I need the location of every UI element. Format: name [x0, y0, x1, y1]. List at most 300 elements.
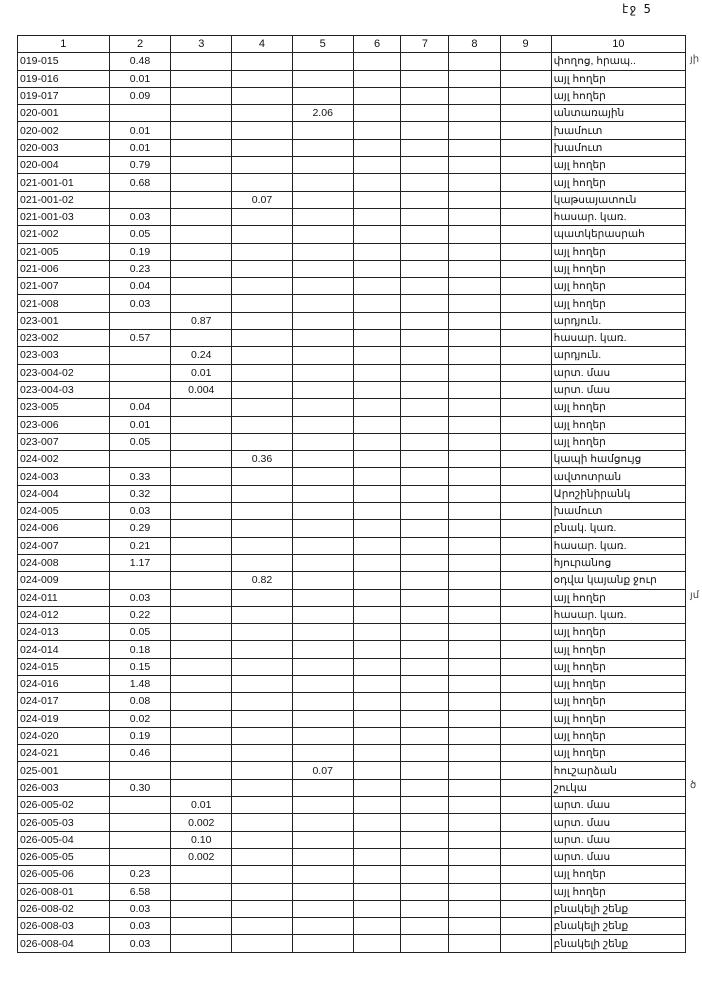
table-row	[18, 900, 686, 917]
land-use-cell: հասար. կառ.	[551, 606, 685, 623]
parcel-code-cell: 023-001	[18, 312, 110, 329]
column-header: 3	[171, 36, 232, 53]
empty-col7-cell	[401, 330, 449, 347]
value-col3-cell	[171, 330, 232, 347]
value-col5-cell	[292, 520, 353, 537]
value-col4-cell	[232, 745, 293, 762]
parcel-code-cell: 025-001	[18, 762, 110, 779]
value-col4-cell	[232, 364, 293, 381]
empty-col7-cell	[401, 260, 449, 277]
value-col4-cell	[232, 866, 293, 883]
empty-col6-cell	[353, 295, 401, 312]
empty-col8-cell	[449, 693, 500, 710]
empty-col6-cell	[353, 174, 401, 191]
land-use-cell: այլ հողեր	[551, 295, 685, 312]
empty-col8-cell	[449, 762, 500, 779]
value-col3-cell	[171, 762, 232, 779]
land-use-cell: արտ. մաս	[551, 831, 685, 848]
land-use-cell: արտ. մաս	[551, 848, 685, 865]
value-col2-cell: 0.04	[109, 278, 171, 295]
empty-col9-cell	[500, 105, 551, 122]
land-use-cell: արտ. մաս	[551, 797, 685, 814]
value-col2-cell	[109, 364, 171, 381]
parcel-code-cell: 026-008-03	[18, 918, 110, 935]
value-col3-cell	[171, 416, 232, 433]
value-col2-cell: 0.18	[109, 641, 171, 658]
empty-col7-cell	[401, 693, 449, 710]
empty-col6-cell	[353, 433, 401, 450]
empty-col7-cell	[401, 433, 449, 450]
parcel-code-cell: 024-008	[18, 554, 110, 571]
value-col3-cell	[171, 727, 232, 744]
empty-col8-cell	[449, 53, 500, 70]
table-row	[18, 485, 686, 502]
empty-col8-cell	[449, 675, 500, 692]
parcel-code-cell: 026-003	[18, 779, 110, 796]
value-col2-cell: 0.33	[109, 468, 171, 485]
value-col3-cell	[171, 485, 232, 502]
value-col3-cell	[171, 278, 232, 295]
value-col2-cell: 0.03	[109, 295, 171, 312]
value-col2-cell: 6.58	[109, 883, 171, 900]
column-header: 6	[353, 36, 401, 53]
parcel-code-cell: 020-001	[18, 105, 110, 122]
empty-col9-cell	[500, 433, 551, 450]
empty-col6-cell	[353, 797, 401, 814]
margin-mark: յմ	[690, 590, 700, 601]
empty-col6-cell	[353, 814, 401, 831]
land-use-cell: հուշարձան	[551, 762, 685, 779]
value-col3-cell: 0.10	[171, 831, 232, 848]
empty-col9-cell	[500, 174, 551, 191]
empty-col7-cell	[401, 710, 449, 727]
value-col2-cell	[109, 797, 171, 814]
table-row	[18, 624, 686, 641]
value-col5-cell	[292, 641, 353, 658]
empty-col6-cell	[353, 87, 401, 104]
parcel-code-cell: 021-001-01	[18, 174, 110, 191]
table-row	[18, 122, 686, 139]
value-col4-cell	[232, 675, 293, 692]
value-col4-cell	[232, 226, 293, 243]
empty-col8-cell	[449, 226, 500, 243]
value-col4-cell	[232, 710, 293, 727]
empty-col6-cell	[353, 641, 401, 658]
empty-col7-cell	[401, 243, 449, 260]
land-use-cell: շուկա	[551, 779, 685, 796]
land-use-cell: այլ հողեր	[551, 433, 685, 450]
empty-col8-cell	[449, 624, 500, 641]
value-col5-cell	[292, 485, 353, 502]
value-col2-cell: 0.03	[109, 208, 171, 225]
value-col2-cell: 1.17	[109, 554, 171, 571]
empty-col6-cell	[353, 105, 401, 122]
value-col5-cell	[292, 468, 353, 485]
value-col5-cell	[292, 381, 353, 398]
parcel-code-cell: 023-003	[18, 347, 110, 364]
land-use-cell: խամուտ	[551, 503, 685, 520]
land-use-cell: հասար. կառ.	[551, 330, 685, 347]
empty-col8-cell	[449, 347, 500, 364]
column-header: 5	[292, 36, 353, 53]
land-use-cell: պատկերասրահ	[551, 226, 685, 243]
parcel-code-cell: 024-004	[18, 485, 110, 502]
empty-col6-cell	[353, 779, 401, 796]
empty-col7-cell	[401, 191, 449, 208]
land-use-cell: հյուրանոց	[551, 554, 685, 571]
empty-col7-cell	[401, 520, 449, 537]
value-col3-cell	[171, 70, 232, 87]
empty-col8-cell	[449, 797, 500, 814]
land-use-cell: խամուտ	[551, 139, 685, 156]
empty-col8-cell	[449, 468, 500, 485]
empty-col7-cell	[401, 745, 449, 762]
table-row	[18, 537, 686, 554]
value-col3-cell	[171, 433, 232, 450]
empty-col9-cell	[500, 848, 551, 865]
value-col4-cell	[232, 797, 293, 814]
value-col2-cell: 0.08	[109, 693, 171, 710]
land-use-cell: արտ. մաս	[551, 381, 685, 398]
table-row	[18, 866, 686, 883]
empty-col8-cell	[449, 105, 500, 122]
table-row	[18, 87, 686, 104]
empty-col8-cell	[449, 174, 500, 191]
value-col2-cell: 0.48	[109, 53, 171, 70]
empty-col9-cell	[500, 883, 551, 900]
value-col4-cell	[232, 658, 293, 675]
value-col2-cell	[109, 572, 171, 589]
value-col3-cell	[171, 503, 232, 520]
empty-col8-cell	[449, 157, 500, 174]
empty-col9-cell	[500, 606, 551, 623]
value-col2-cell	[109, 848, 171, 865]
value-col3-cell	[171, 122, 232, 139]
empty-col9-cell	[500, 814, 551, 831]
empty-col6-cell	[353, 537, 401, 554]
land-use-cell: այլ հողեր	[551, 883, 685, 900]
value-col4-cell	[232, 624, 293, 641]
land-use-cell: այլ հողեր	[551, 589, 685, 606]
empty-col8-cell	[449, 883, 500, 900]
table-row	[18, 641, 686, 658]
value-col5-cell	[292, 399, 353, 416]
land-use-cell: ավտոտրան	[551, 468, 685, 485]
empty-col9-cell	[500, 399, 551, 416]
empty-col6-cell	[353, 70, 401, 87]
empty-col7-cell	[401, 918, 449, 935]
parcel-code-cell: 021-001-03	[18, 208, 110, 225]
parcel-code-cell: 024-019	[18, 710, 110, 727]
value-col4-cell	[232, 814, 293, 831]
value-col4-cell	[232, 381, 293, 398]
table-row	[18, 260, 686, 277]
land-use-cell: բնակելի շենք	[551, 935, 685, 952]
table-row	[18, 312, 686, 329]
value-col5-cell	[292, 918, 353, 935]
parcel-code-cell: 024-009	[18, 572, 110, 589]
parcel-code-cell: 021-006	[18, 260, 110, 277]
parcel-code-cell: 024-014	[18, 641, 110, 658]
value-col4-cell	[232, 883, 293, 900]
value-col3-cell: 0.002	[171, 848, 232, 865]
empty-col9-cell	[500, 243, 551, 260]
value-col4-cell	[232, 779, 293, 796]
parcel-code-cell: 021-007	[18, 278, 110, 295]
value-col2-cell	[109, 381, 171, 398]
empty-col9-cell	[500, 208, 551, 225]
empty-col9-cell	[500, 70, 551, 87]
table-row	[18, 381, 686, 398]
value-col5-cell	[292, 797, 353, 814]
empty-col7-cell	[401, 641, 449, 658]
table-row	[18, 779, 686, 796]
empty-col7-cell	[401, 53, 449, 70]
value-col3-cell	[171, 87, 232, 104]
empty-col6-cell	[353, 139, 401, 156]
value-col3-cell	[171, 710, 232, 727]
table-row	[18, 935, 686, 952]
empty-col9-cell	[500, 260, 551, 277]
value-col3-cell	[171, 589, 232, 606]
parcel-code-cell: 026-008-02	[18, 900, 110, 917]
value-col4-cell	[232, 589, 293, 606]
empty-col7-cell	[401, 658, 449, 675]
empty-col8-cell	[449, 260, 500, 277]
value-col3-cell	[171, 537, 232, 554]
empty-col8-cell	[449, 572, 500, 589]
empty-col9-cell	[500, 572, 551, 589]
empty-col7-cell	[401, 485, 449, 502]
value-col2-cell: 0.79	[109, 157, 171, 174]
value-col2-cell: 0.03	[109, 918, 171, 935]
table-row	[18, 451, 686, 468]
value-col5-cell	[292, 191, 353, 208]
table-row	[18, 727, 686, 744]
empty-col9-cell	[500, 831, 551, 848]
empty-col8-cell	[449, 831, 500, 848]
value-col5-cell	[292, 848, 353, 865]
value-col4-cell	[232, 848, 293, 865]
value-col3-cell	[171, 295, 232, 312]
parcel-code-cell: 026-008-01	[18, 883, 110, 900]
empty-col6-cell	[353, 364, 401, 381]
land-use-cell: այլ հողեր	[551, 866, 685, 883]
table-body	[18, 53, 686, 952]
value-col2-cell: 0.23	[109, 260, 171, 277]
value-col3-cell	[171, 208, 232, 225]
value-col4-cell	[232, 208, 293, 225]
empty-col7-cell	[401, 848, 449, 865]
land-use-cell: արտ. մաս	[551, 364, 685, 381]
table-row	[18, 554, 686, 571]
value-col4-cell	[232, 520, 293, 537]
parcel-code-cell: 021-002	[18, 226, 110, 243]
empty-col6-cell	[353, 503, 401, 520]
empty-col6-cell	[353, 675, 401, 692]
value-col4-cell	[232, 831, 293, 848]
table-row	[18, 814, 686, 831]
empty-col6-cell	[353, 208, 401, 225]
value-col4-cell	[232, 935, 293, 952]
empty-col8-cell	[449, 191, 500, 208]
parcel-code-cell: 026-005-06	[18, 866, 110, 883]
value-col5-cell	[292, 139, 353, 156]
value-col2-cell: 0.32	[109, 485, 171, 502]
value-col5-cell	[292, 157, 353, 174]
empty-col6-cell	[353, 122, 401, 139]
value-col5-cell	[292, 243, 353, 260]
table-row	[18, 295, 686, 312]
value-col2-cell	[109, 451, 171, 468]
value-col2-cell	[109, 312, 171, 329]
empty-col9-cell	[500, 347, 551, 364]
page-number: էջ 5	[622, 2, 651, 16]
empty-col8-cell	[449, 745, 500, 762]
empty-col7-cell	[401, 70, 449, 87]
empty-col6-cell	[353, 260, 401, 277]
value-col5-cell	[292, 416, 353, 433]
value-col4-cell	[232, 918, 293, 935]
value-col2-cell: 0.05	[109, 433, 171, 450]
empty-col6-cell	[353, 762, 401, 779]
empty-col9-cell	[500, 53, 551, 70]
empty-col8-cell	[449, 848, 500, 865]
empty-col8-cell	[449, 727, 500, 744]
parcel-code-cell: 019-015	[18, 53, 110, 70]
land-use-cell: հասար. կառ.	[551, 208, 685, 225]
column-header: 1	[18, 36, 110, 53]
empty-col7-cell	[401, 157, 449, 174]
land-use-cell: անտառային	[551, 105, 685, 122]
empty-col6-cell	[353, 520, 401, 537]
value-col4-cell	[232, 900, 293, 917]
parcel-code-cell: 024-006	[18, 520, 110, 537]
empty-col8-cell	[449, 935, 500, 952]
empty-col7-cell	[401, 295, 449, 312]
empty-col6-cell	[353, 935, 401, 952]
empty-col6-cell	[353, 831, 401, 848]
value-col5-cell	[292, 814, 353, 831]
table-row	[18, 139, 686, 156]
value-col5-cell	[292, 122, 353, 139]
value-col2-cell	[109, 814, 171, 831]
value-col5-cell	[292, 589, 353, 606]
land-use-cell: այլ հողեր	[551, 641, 685, 658]
land-use-cell: բնակ. կառ.	[551, 520, 685, 537]
land-use-cell: այլ հողեր	[551, 710, 685, 727]
empty-col6-cell	[353, 624, 401, 641]
value-col5-cell	[292, 606, 353, 623]
value-col2-cell: 0.05	[109, 624, 171, 641]
empty-col6-cell	[353, 468, 401, 485]
land-use-cell: արդյուն.	[551, 347, 685, 364]
table-row	[18, 745, 686, 762]
value-col2-cell: 0.01	[109, 122, 171, 139]
empty-col6-cell	[353, 347, 401, 364]
value-col3-cell	[171, 866, 232, 883]
value-col2-cell: 0.23	[109, 866, 171, 883]
value-col5-cell	[292, 675, 353, 692]
empty-col7-cell	[401, 364, 449, 381]
value-col4-cell	[232, 485, 293, 502]
value-col5-cell	[292, 935, 353, 952]
value-col5-cell	[292, 226, 353, 243]
value-col4-cell	[232, 693, 293, 710]
parcel-code-cell: 024-012	[18, 606, 110, 623]
value-col4-cell	[232, 606, 293, 623]
value-col3-cell	[171, 918, 232, 935]
value-col4-cell	[232, 53, 293, 70]
empty-col9-cell	[500, 762, 551, 779]
value-col4-cell	[232, 174, 293, 191]
empty-col8-cell	[449, 433, 500, 450]
empty-col6-cell	[353, 606, 401, 623]
value-col4-cell	[232, 122, 293, 139]
land-use-cell: այլ հողեր	[551, 745, 685, 762]
value-col4-cell	[232, 70, 293, 87]
value-col3-cell: 0.01	[171, 797, 232, 814]
value-col3-cell	[171, 243, 232, 260]
table-row	[18, 693, 686, 710]
empty-col9-cell	[500, 866, 551, 883]
empty-col6-cell	[353, 278, 401, 295]
empty-col9-cell	[500, 900, 551, 917]
table-row	[18, 520, 686, 537]
value-col3-cell	[171, 105, 232, 122]
value-col4-cell	[232, 260, 293, 277]
value-col5-cell	[292, 278, 353, 295]
value-col3-cell	[171, 53, 232, 70]
value-col4-cell	[232, 243, 293, 260]
empty-col7-cell	[401, 727, 449, 744]
value-col3-cell	[171, 883, 232, 900]
empty-col9-cell	[500, 87, 551, 104]
empty-col8-cell	[449, 451, 500, 468]
value-col2-cell: 0.01	[109, 70, 171, 87]
parcel-code-cell: 023-005	[18, 399, 110, 416]
value-col5-cell	[292, 364, 353, 381]
land-use-cell: այլ հողեր	[551, 70, 685, 87]
empty-col8-cell	[449, 278, 500, 295]
empty-col6-cell	[353, 866, 401, 883]
empty-col9-cell	[500, 745, 551, 762]
value-col3-cell	[171, 157, 232, 174]
parcel-code-cell: 023-004-02	[18, 364, 110, 381]
land-use-cell: այլ հողեր	[551, 675, 685, 692]
value-col4-cell	[232, 641, 293, 658]
empty-col6-cell	[353, 485, 401, 502]
value-col3-cell	[171, 191, 232, 208]
empty-col9-cell	[500, 364, 551, 381]
empty-col6-cell	[353, 416, 401, 433]
empty-col7-cell	[401, 226, 449, 243]
value-col5-cell	[292, 883, 353, 900]
empty-col9-cell	[500, 330, 551, 347]
value-col5-cell	[292, 745, 353, 762]
empty-col7-cell	[401, 900, 449, 917]
table-row	[18, 797, 686, 814]
empty-col9-cell	[500, 312, 551, 329]
land-use-cell: բնակելի շենք	[551, 900, 685, 917]
empty-col6-cell	[353, 243, 401, 260]
empty-col9-cell	[500, 295, 551, 312]
empty-col7-cell	[401, 606, 449, 623]
empty-col9-cell	[500, 485, 551, 502]
empty-col8-cell	[449, 312, 500, 329]
parcel-code-cell: 024-005	[18, 503, 110, 520]
parcel-code-cell: 026-005-03	[18, 814, 110, 831]
